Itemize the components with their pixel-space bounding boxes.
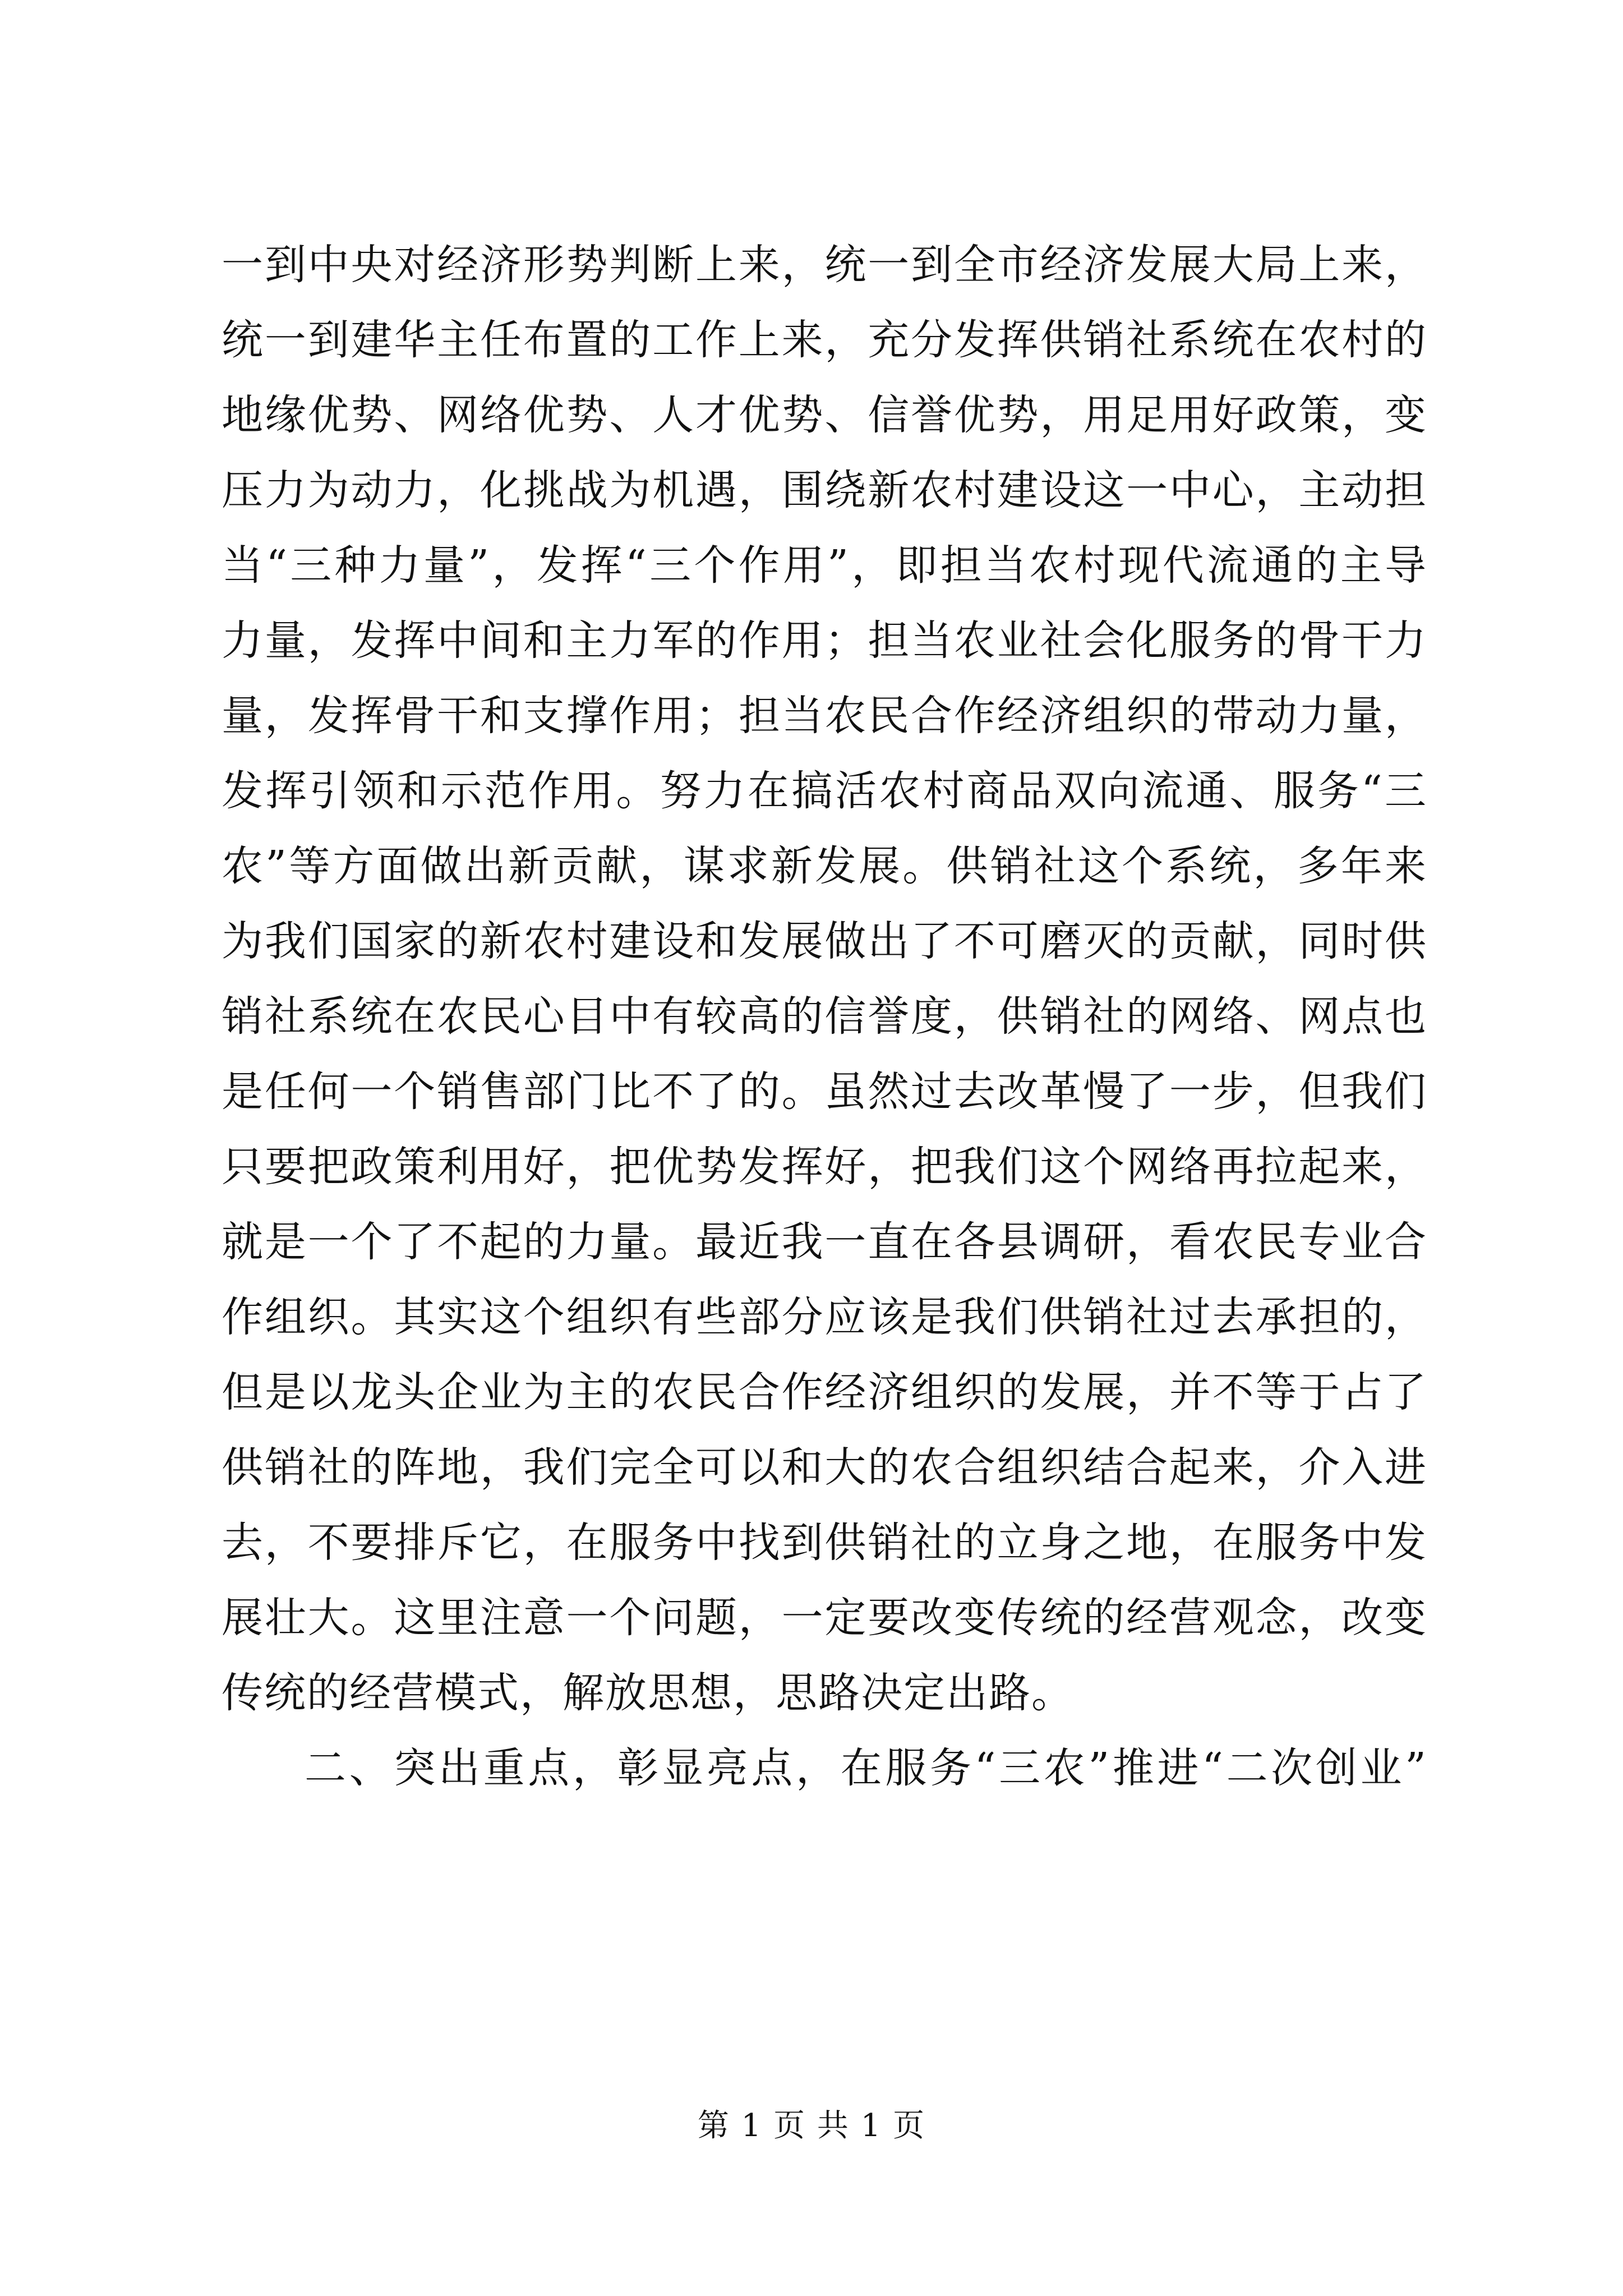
text-line: 一到中央对经济形势判断上来，统一到全市经济发展大局上来， <box>222 241 1427 289</box>
text-line: 当“三种力量”，发挥“三个作用”，即担当农村现代流通的主导 <box>222 541 1427 590</box>
text-line: 力量，发挥中间和主力军的作用；担当农业社会化服务的骨干力 <box>222 616 1427 665</box>
text-line: 只要把政策利用好，把优势发挥好，把我们这个网络再拉起来， <box>222 1143 1427 1191</box>
text-line: 压力为动力，化挑战为机遇，围绕新农村建设这一中心，主动担 <box>222 466 1427 514</box>
text-line: 农”等方面做出新贡献，谋求新发展。供销社这个系统，多年来 <box>222 842 1427 890</box>
page-footer: 第 1 页 共 1 页 <box>697 2108 926 2144</box>
text-line: 供销社的阵地，我们完全可以和大的农合组织结合起来，介入进 <box>222 1443 1427 1492</box>
text-line: 是任何一个销售部门比不了的。虽然过去改革慢了一步，但我们 <box>222 1068 1427 1116</box>
body-text <box>222 227 1427 1806</box>
text-line: 就是一个了不起的力量。最近我一直在各县调研，看农民专业合 <box>222 1218 1427 1266</box>
text-line: 量，发挥骨干和支撑作用；担当农民合作经济组织的带动力量， <box>222 692 1427 740</box>
text-line: 地缘优势、网络优势、人才优势、信誉优势，用足用好政策，变 <box>222 391 1427 439</box>
text-line: 去，不要排斥它，在服务中找到供销社的立身之地，在服务中发 <box>222 1519 1427 1567</box>
text-line: 但是以龙头企业为主的农民合作经济组织的发展，并不等于占了 <box>222 1368 1427 1416</box>
text-line: 传统的经营模式，解放思想，思路决定出路。 <box>222 1669 1074 1717</box>
text-line: 发挥引领和示范作用。努力在搞活农村商品双向流通、服务“三 <box>222 767 1427 815</box>
text-line: 销社系统在农民心目中有较高的信誉度，供销社的网络、网点也 <box>222 992 1427 1041</box>
text-line: 统一到建华主任布置的工作上来，充分发挥供销社系统在农村的 <box>222 316 1427 364</box>
text-line: 作组织。其实这个组织有些部分应该是我们供销社过去承担的， <box>222 1293 1427 1341</box>
text-line: 为我们国家的新农村建设和发展做出了不可磨灭的贡献，同时供 <box>222 917 1427 965</box>
section-heading: 二、突出重点，彰显亮点，在服务“三农”推进“二次创业” <box>305 1744 1427 1792</box>
text-line: 展壮大。这里注意一个问题，一定要改变传统的经营观念，改变 <box>222 1594 1427 1642</box>
